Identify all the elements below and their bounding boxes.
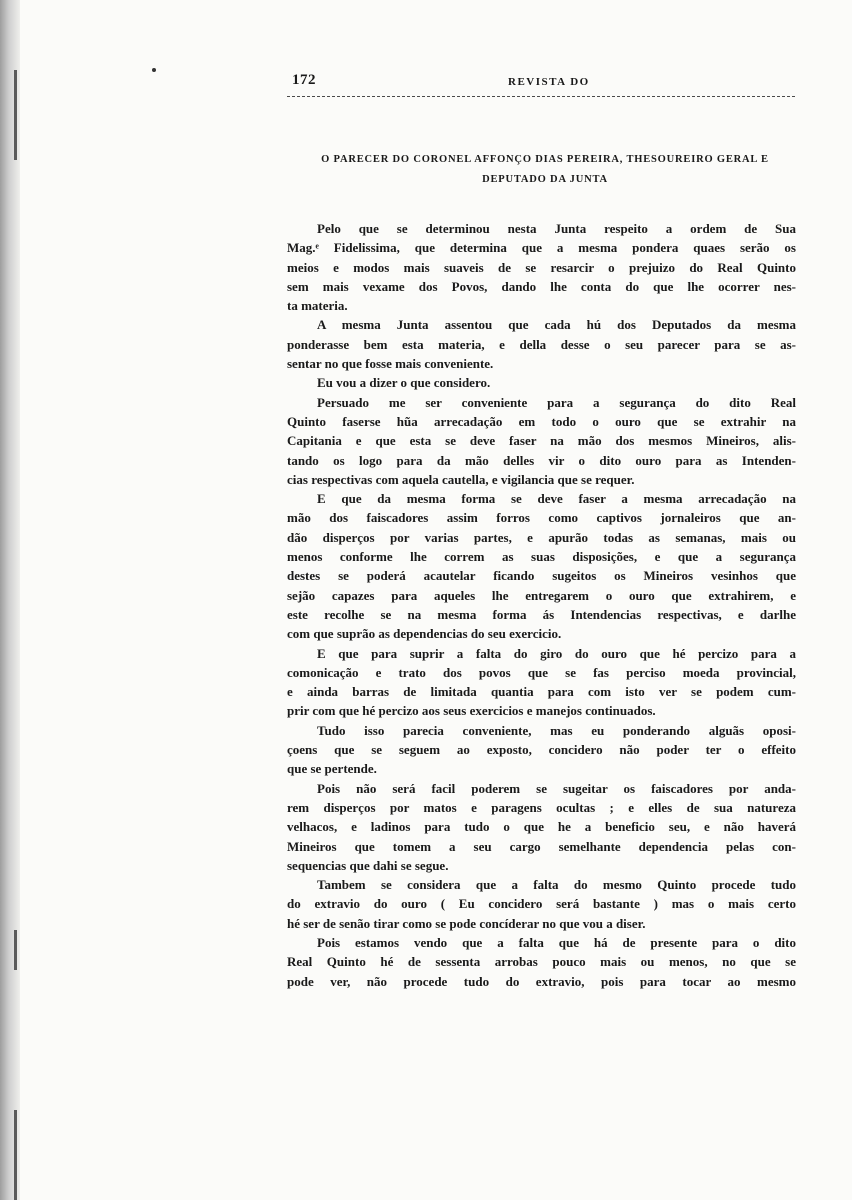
text-line: Real Quinto hé de sessenta arrobas pouco mais ou menos, no que se <box>287 954 796 970</box>
text-line: sequencias que dahi se segue. <box>287 857 449 873</box>
text-line: Mineiros que tomem a seu cargo semelhante dependencia pelas con- <box>287 838 796 854</box>
text-line: hé ser de senão tirar como se pode concíderar no que vou a diser. <box>287 915 646 931</box>
text-line: comonicação e trato dos povos que se fas perciso moeda provincial, <box>287 664 796 680</box>
text-line: ta materia. <box>287 298 348 314</box>
paragraph <box>287 644 796 721</box>
title-line-1: O PARECER DO CORONEL AFFONÇO DIAS PEREIRA, THESOUREIRO GERAL E <box>321 154 769 165</box>
text-line: e ainda barras de limitada quantia para com isto ver se podem cum- <box>287 684 796 700</box>
paragraph <box>287 489 796 643</box>
text-line: Pois estamos vendo que a falta que há de presente para o dito <box>317 934 796 950</box>
text-line: este recolhe se na mesma forma ás Intendencias respectivas, e darlhe <box>287 606 796 622</box>
text-line: pode ver, não procede tudo do extravio, pois para tocar ao mesmo <box>287 973 796 989</box>
text-line: rem disperços por matos e paragens ocultas ; e elles de sua natureza <box>287 799 796 815</box>
text-line: prir com que hé percizo aos seus exercicios e manejos continuados. <box>287 703 656 719</box>
text-line: tando os logo para da mão delles vir o dito ouro para as Intenden- <box>287 452 796 468</box>
ink-spot <box>152 68 156 72</box>
text-line: velhacos, e ladinos para tudo o que he a beneficio seu, e não haverá <box>287 819 796 835</box>
text-line: ponderasse bem esta materia, e della desse o seu parecer para se as- <box>287 336 796 352</box>
text-line: Capitania e que esta se deve faser na mão dos mesmos Mineiros, alis- <box>287 433 796 449</box>
body-text <box>287 219 796 991</box>
text-line: Pelo que se determinou nesta Junta respeito a ordem de Sua <box>317 221 796 236</box>
paragraph <box>287 393 796 489</box>
text-line: Mag.ᵉ Fidelissima, que determina que a mesma pondera quaes serão os <box>287 240 796 256</box>
paragraph <box>287 373 796 392</box>
text-line: cias respectivas com aquela cautella, e vigilancia que se requer. <box>287 471 635 487</box>
text-line: sejão capazes para aqueles lhe entregarem o ouro que extrahirem, e <box>287 587 796 603</box>
text-line: Persuado me ser conveniente para a segurança do dito Real <box>317 394 796 410</box>
title-line-2: DEPUTADO DA JUNTA <box>482 174 608 185</box>
text-line: meios e modos mais suaveis de se resarcir o prejuizo do Real Quinto <box>287 259 796 275</box>
text-line: çoens que se seguem ao exposto, concidero não poder ter o effeito <box>287 742 796 758</box>
text-line: Quinto faserse hũa arrecadação em todo o ouro que se extrahir na <box>287 413 796 429</box>
running-head: REVISTA DO <box>508 76 590 88</box>
text-line: sentar no que fosse mais conveniente. <box>287 356 494 372</box>
text-line: que se pertende. <box>287 761 377 777</box>
text-line: mão dos faiscadores assim forros como captivos jornaleiros que an- <box>287 510 796 526</box>
page-number: 172 <box>292 72 316 88</box>
edge-mark <box>14 930 17 970</box>
page-edge-shadow <box>0 0 20 1200</box>
text-line: destes se poderá acautelar ficando sugeitos os Mineiros vesinhos que <box>287 568 796 584</box>
text-line: E que da mesma forma se deve faser a mesma arrecadação na <box>317 491 796 507</box>
text-line: sem mais vexame dos Povos, dando lhe conta do que lhe ocorrer nes- <box>287 278 796 294</box>
paragraph <box>287 315 796 373</box>
document-title <box>285 150 805 190</box>
text-line: E que para suprir a falta do giro do ouro que hé percizo para a <box>317 645 796 661</box>
text-line: dão disperços por varias partes, e apurão todas as semanas, mais ou <box>287 529 796 545</box>
text-line: Eu vou a dizer o que considero. <box>317 375 491 391</box>
text-line: com que suprão as dependencias do seu exercicio. <box>287 626 562 642</box>
edge-mark <box>14 70 17 160</box>
text-line: Tambem se considera que a falta do mesmo Quinto procede tudo <box>317 877 796 893</box>
paragraph <box>287 875 796 933</box>
paragraph <box>287 933 796 991</box>
text-line: menos conforme lhe correm as suas disposições, e que a segurança <box>287 549 796 565</box>
text-line: Pois não será facil poderem se sugeitar os faiscadores por anda- <box>317 780 796 796</box>
paragraph <box>287 779 796 875</box>
paragraph <box>287 219 796 315</box>
text-line: A mesma Junta assentou que cada hú dos Deputados da mesma <box>317 317 796 333</box>
paragraph <box>287 721 796 779</box>
text-line: Tudo isso parecia conveniente, mas eu ponderando alguãs oposi- <box>317 722 796 738</box>
text-line: do extravio do ouro ( Eu concidero será bastante ) mas o mais certo <box>287 896 796 912</box>
header-rule <box>287 96 795 97</box>
edge-mark <box>14 1110 17 1200</box>
